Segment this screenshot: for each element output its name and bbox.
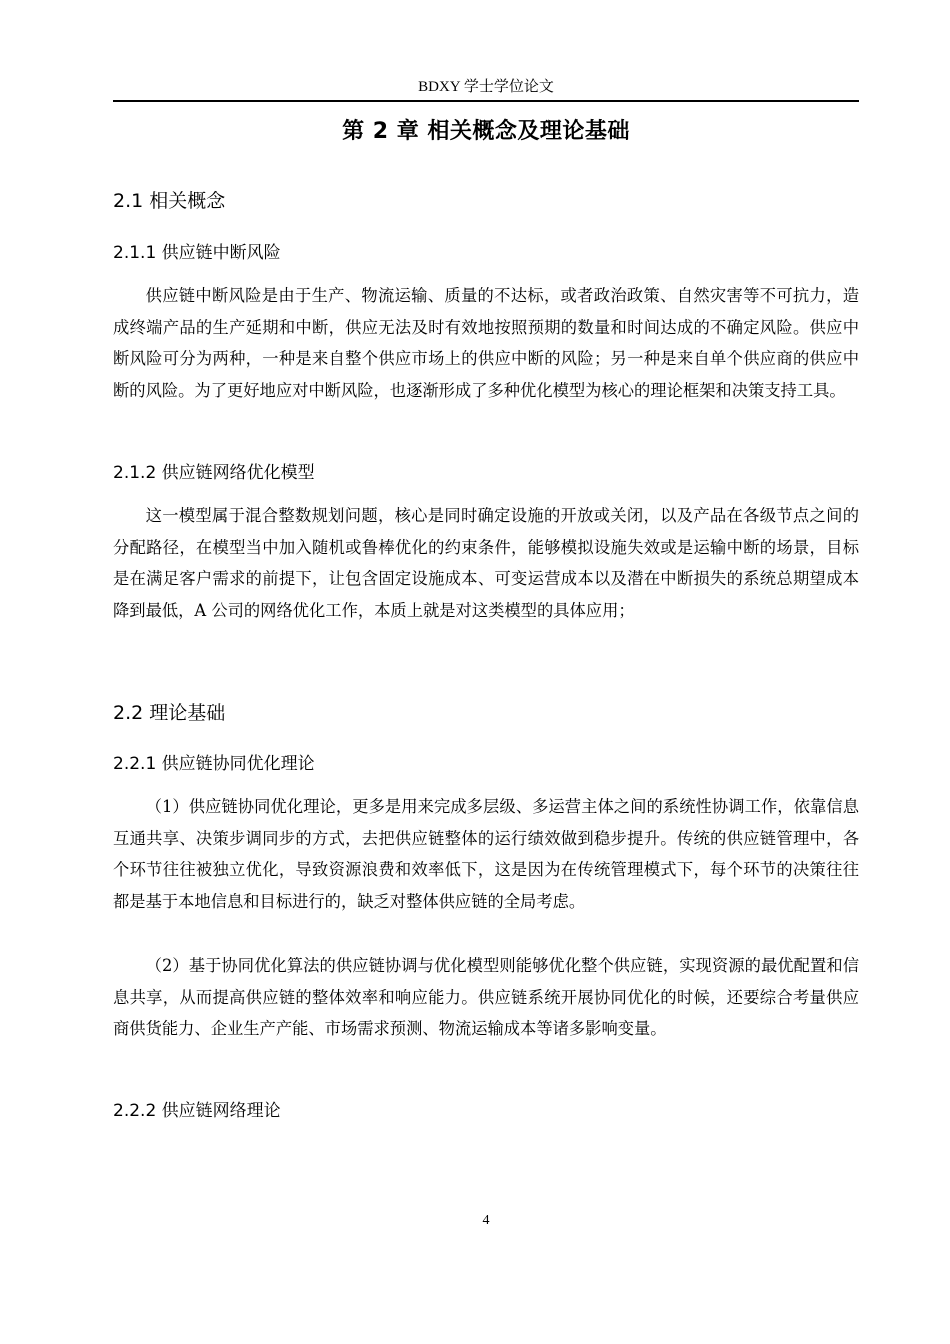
paragraph-2-2-1-b: （2）基于协同优化算法的供应链协调与优化模型则能够优化整个供应链，实现资源的最优配置和信息共享，从而提高供应链的整体效率和响应能力。供应链系统开展协同优化的时候，还要综合考量供应商供货能力、企业生产产能、市场需求预测、物流运输成本等诸多影响变量。 — [113, 956, 859, 1039]
paragraph-2-1-1: 供应链中断风险是由于生产、物流运输、质量的不达标，或者政治政策、自然灾害等不可抗力，造成终端产品的生产延期和中断，供应无法及时有效地按照预期的数量和时间达成的不确定风险。供应中断风险可分为两种，一种是来自整个供应市场上的供应中断的风险；另一种是来自单个供应商的供应中断的风险。为了更好地应对中断风险，也逐渐形成了多种优化模型为核心的理论框架和决策支持工具。 — [113, 286, 859, 400]
header-rule — [113, 100, 859, 102]
chapter-title: 第 2 章 相关概念及理论基础 — [342, 119, 630, 144]
section-heading-2-1: 2.1 相关概念 — [113, 190, 226, 212]
section-heading-2-2: 2.2 理论基础 — [113, 702, 226, 724]
section-heading-2-1-1: 2.1.1 供应链中断风险 — [113, 243, 281, 263]
page-number: 4 — [482, 1213, 490, 1228]
section-heading-2-2-2: 2.2.2 供应链网络理论 — [113, 1101, 281, 1121]
paragraph-2-1-2: 这一模型属于混合整数规划问题，核心是同时确定设施的开放或关闭，以及产品在各级节点之间的分配路径，在模型当中加入随机或鲁棒优化的约束条件，能够模拟设施失效或是运输中断的场景，目标是在满足客户需求的前提下，让包含固定设施成本、可变运营成本以及潜在中断损失的系统总期望成本降到最低，A 公司的网络优化工作，本质上就是对这类模型的具体应用； — [113, 506, 859, 620]
section-heading-2-1-2: 2.1.2 供应链网络优化模型 — [113, 463, 315, 483]
paragraph-2-2-1-a: （1）供应链协同优化理论，更多是用来完成多层级、多运营主体之间的系统性协调工作，依靠信息互通共享、决策步调同步的方式，去把供应链整体的运行绩效做到稳步提升。传统的供应链管理中，各个环节往往被独立优化，导致资源浪费和效率低下，这是因为在传统管理模式下，每个环节的决策往往都是基于本地信息和目标进行的，缺乏对整体供应链的全局考虑。 — [113, 797, 859, 911]
section-heading-2-2-1: 2.2.1 供应链协同优化理论 — [113, 754, 315, 774]
running-header: BDXY 学士学位论文 — [418, 79, 554, 95]
